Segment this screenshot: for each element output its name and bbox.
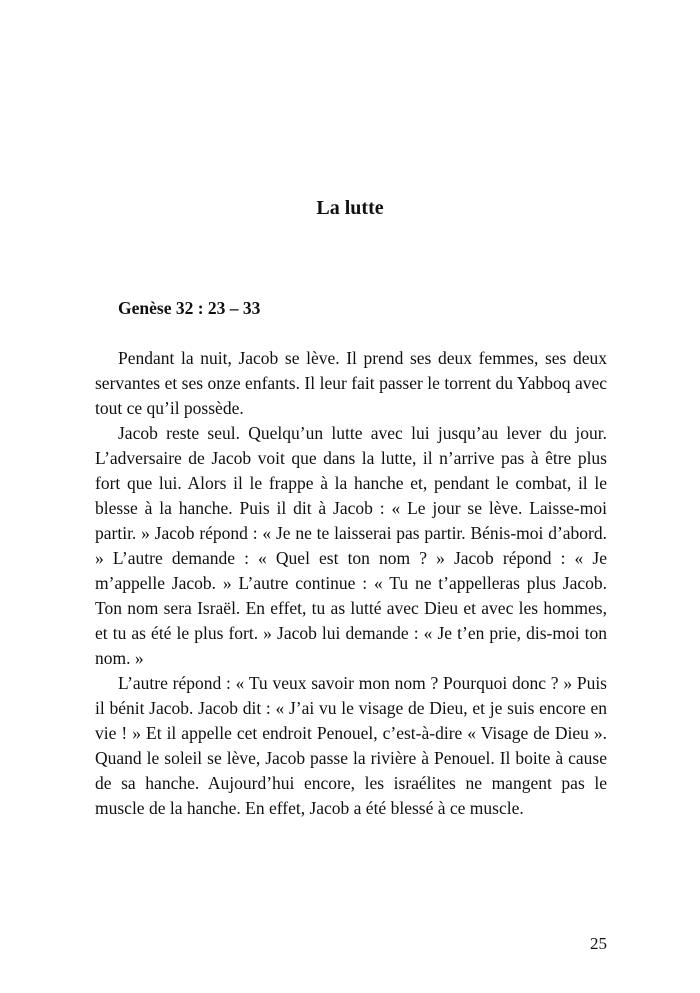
paragraph: L’autre répond : « Tu veux savoir mon nom ? Pourquoi donc ? » Puis il bénit Jacob. Jacob dit : « J’ai vu le visage de Dieu, et je suis encore en vie ! » Et il appelle cet endroit Penouel, c’est-à-dire « Visage de Dieu ». Quand le soleil se lève, Jacob passe la rivière à Penouel. Il boite à cause de sa hanche. Aujourd’hui encore, les israélites ne mangent pas le muscle de la hanche. En effet, Jacob a été blessé à ce muscle. (95, 673, 607, 818)
scripture-reference: Genèse 32 : 23 – 33 (118, 298, 261, 318)
chapter-title: La lutte (316, 197, 384, 219)
paragraph: Pendant la nuit, Jacob se lève. Il prend ses deux femmes, ses deux servantes et ses onze enfants. Il leur fait passer le torrent du Yabboq avec tout ce qu’il possède. (95, 348, 607, 418)
paragraph: Jacob reste seul. Quelqu’un lutte avec lui jusqu’au lever du jour. L’adversaire de Jacob voit que dans la lutte, il n’arrive pas à être plus fort que lui. Alors il le frappe à la hanche et, pendant le combat, il le blesse à la hanche. Puis il dit à Jacob : « Le jour se lève. Laisse-moi partir. » Jacob répond : « Je ne te laisserai pas partir. Bénis-moi d’abord. » L’autre demande : « Quel est ton nom ? » Jacob répond : « Je m’appelle Jacob. » L’autre continue : « Tu ne t’appelleras plus Jacob. Ton nom sera Israël. En effet, tu as lutté avec Dieu et avec les hommes, et tu as été le plus fort. » Jacob lui demande : « Je t’en prie, dis-moi ton nom. » (95, 423, 607, 668)
body-text (95, 346, 607, 821)
page-number: 25 (590, 934, 607, 953)
